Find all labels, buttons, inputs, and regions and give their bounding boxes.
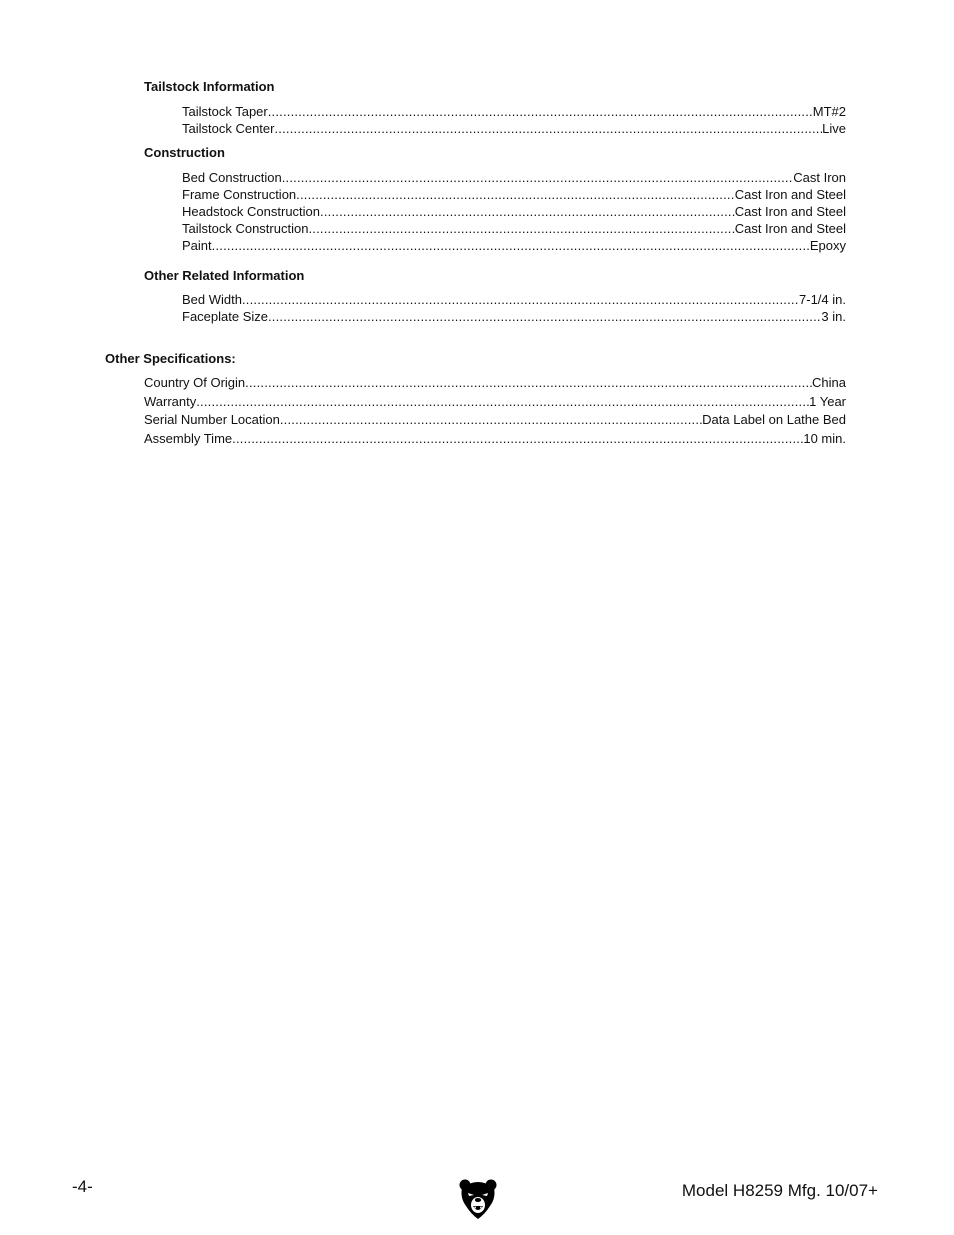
- spec-value: Cast Iron and Steel: [734, 221, 846, 236]
- spec-row-tailstock-center: [182, 120, 846, 137]
- spec-label: Serial Number Location: [144, 412, 280, 427]
- spec-row-paint: [182, 237, 846, 254]
- spec-row-faceplate-size: [182, 308, 846, 325]
- spec-value: 7-1/4 in.: [799, 292, 846, 307]
- dot-leader: [232, 430, 803, 447]
- spec-row-country-of-origin: [144, 374, 846, 391]
- section-heading-other-specs: Other Specifications:: [105, 351, 236, 366]
- bear-head-logo-icon: [458, 1178, 498, 1220]
- dot-leader: [196, 393, 809, 410]
- dot-leader: [320, 203, 735, 220]
- spec-value: MT#2: [812, 104, 846, 119]
- spec-row-serial-number-location: [144, 411, 846, 428]
- spec-value: 3 in.: [821, 309, 846, 324]
- dot-leader: [245, 374, 812, 391]
- spec-label: Assembly Time: [144, 431, 233, 446]
- spec-label: Paint: [182, 238, 212, 253]
- spec-label: Frame Construction: [182, 187, 297, 202]
- spec-label: Headstock Construction: [182, 204, 321, 219]
- spec-label: Warranty: [144, 394, 197, 409]
- dot-leader: [268, 308, 821, 325]
- dot-leader: [296, 186, 735, 203]
- spec-row-frame-construction: [182, 186, 846, 203]
- spec-label: Tailstock Center: [182, 121, 275, 136]
- spec-row-tailstock-construction: [182, 220, 846, 237]
- spec-value: Cast Iron and Steel: [734, 187, 846, 202]
- spec-value: 10 min.: [803, 431, 846, 446]
- spec-label: Bed Width: [182, 292, 242, 307]
- spec-row-headstock-construction: [182, 203, 846, 220]
- spec-value: Data Label on Lathe Bed: [702, 412, 846, 427]
- dot-leader: [308, 220, 734, 237]
- spec-value: Cast Iron and Steel: [734, 204, 846, 219]
- dot-leader: [282, 169, 794, 186]
- spec-label: Bed Construction: [182, 170, 282, 185]
- spec-label: Tailstock Construction: [182, 221, 309, 236]
- spec-row-bed-width: [182, 291, 846, 308]
- spec-row-tailstock-taper: [182, 103, 846, 120]
- spec-label: Faceplate Size: [182, 309, 268, 324]
- dot-leader: [212, 237, 810, 254]
- section-heading-other-related: Other Related Information: [144, 268, 305, 283]
- dot-leader: [242, 291, 799, 308]
- spec-row-warranty: [144, 393, 846, 410]
- spec-label: Country Of Origin: [144, 375, 246, 390]
- dot-leader: [268, 103, 813, 120]
- dot-leader: [280, 411, 702, 428]
- dot-leader: [274, 120, 822, 137]
- spec-value: China: [812, 375, 846, 390]
- spec-value: 1 Year: [809, 394, 846, 409]
- section-heading-construction: Construction: [144, 145, 225, 160]
- model-info: Model H8259 Mfg. 10/07+: [681, 1181, 878, 1200]
- spec-value: Epoxy: [809, 238, 846, 253]
- spec-row-bed-construction: [182, 169, 846, 186]
- spec-row-assembly-time: [144, 430, 846, 447]
- spec-value: Live: [822, 121, 846, 136]
- spec-label: Tailstock Taper: [182, 104, 268, 119]
- page-number: -4-: [72, 1177, 93, 1196]
- spec-value: Cast Iron: [793, 170, 846, 185]
- section-heading-tailstock: Tailstock Information: [144, 79, 275, 94]
